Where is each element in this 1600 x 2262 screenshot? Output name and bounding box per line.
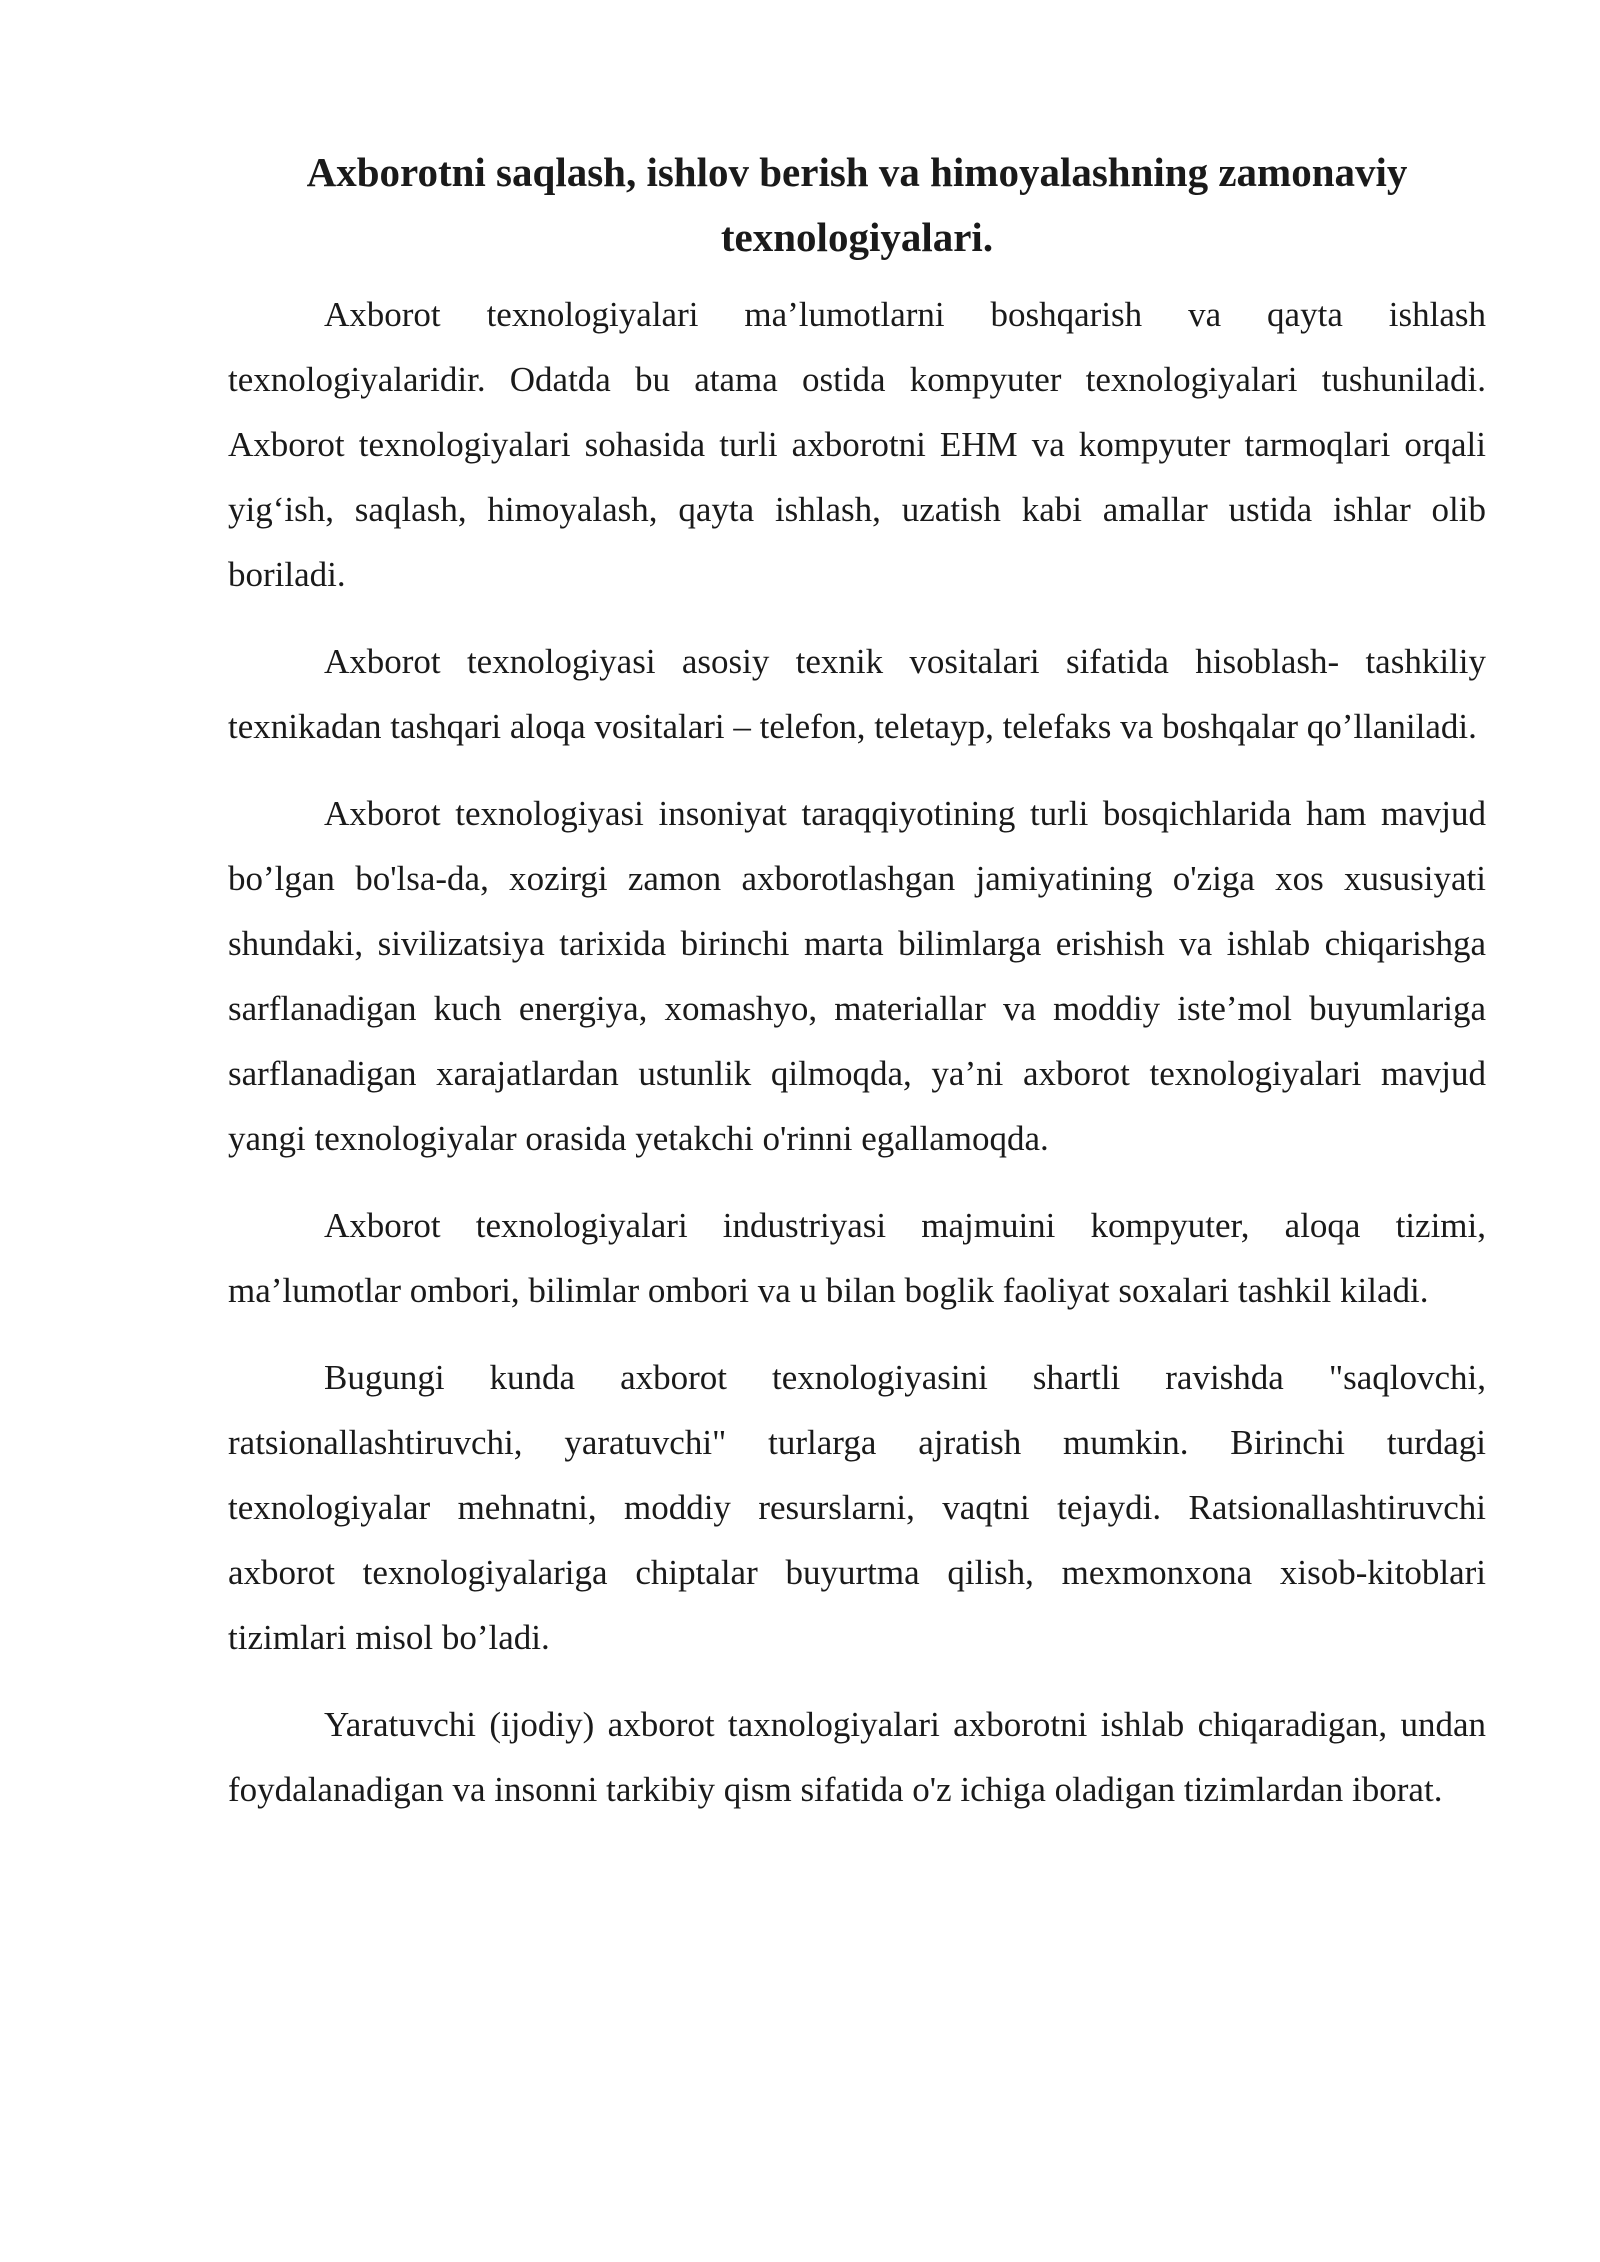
- paragraph-3: Axborot texnologiyasi insoniyat taraqqiyotining turli bosqichlarida ham mavjud bo’lgan bo'lsa-da, xozirgi zamon axborotlashgan jamiyatining o'ziga xos xususiyati shundaki, sivilizatsiya tarixida birinchi marta bilimlarga erishish va ishlab chiqarishga sarflanadigan kuch energiya, xomashyo, materiallar va moddiy iste’mol buyumlariga sarflanadigan xarajatlardan ustunlik qilmoqda, ya’ni axborot texnologiyalari mavjud yangi texnologiyalar orasida yetakchi o'rinni egallamoqda.: [228, 794, 1486, 1158]
- paragraph-2: Axborot texnologiyasi asosiy texnik vositalari sifatida hisoblash- tashkiliy texnikadan tashqari aloqa vositalari – telefon, teletayp, telefaks va boshqalar qo’llaniladi.: [228, 642, 1486, 746]
- document-title: Axborotni saqlash, ishlov berish va himoyalashning zamonaviy texnologiyalari.: [306, 149, 1408, 260]
- paragraph-4: Axborot texnologiyalari industriyasi majmuini kompyuter, aloqa tizimi, ma’lumotlar ombori, bilimlar ombori va u bilan boglik faoliyat soxalari tashkil kiladi.: [228, 1206, 1486, 1310]
- paragraph-6: Yaratuvchi (ijodiy) axborot taxnologiyalari axborotni ishlab chiqaradigan, undan foydalanadigan va insonni tarkibiy qism sifatida o'z ichiga oladigan tizimlardan iborat.: [228, 1705, 1486, 1809]
- paragraph-5: Bugungi kunda axborot texnologiyasini shartli ravishda "saqlovchi, ratsionallashtiruvchi, yaratuvchi" turlarga ajratish mumkin. Birinchi turdagi texnologiyalar mehnatni, moddiy resurslarni, vaqtni tejaydi. Ratsionallashtiruvchi axborot texnologiyalariga chiptalar buyurtma qilish, mexmonxona xisob-kitoblari tizimlari misol bo’ladi.: [228, 1358, 1486, 1657]
- document-page: [228, 140, 1486, 1844]
- paragraph-1: Axborot texnologiyalari ma’lumotlarni boshqarish va qayta ishlash texnologiyalaridir. Odatda bu atama ostida kompyuter texnologiyalari tushuniladi. Axborot texnologiyalari sohasida turli axborotni EHM va kompyuter tarmoqlari orqali yig‘ish, saqlash, himoyalash, qayta ishlash, uzatish kabi amallar ustida ishlar olib boriladi.: [228, 295, 1486, 594]
